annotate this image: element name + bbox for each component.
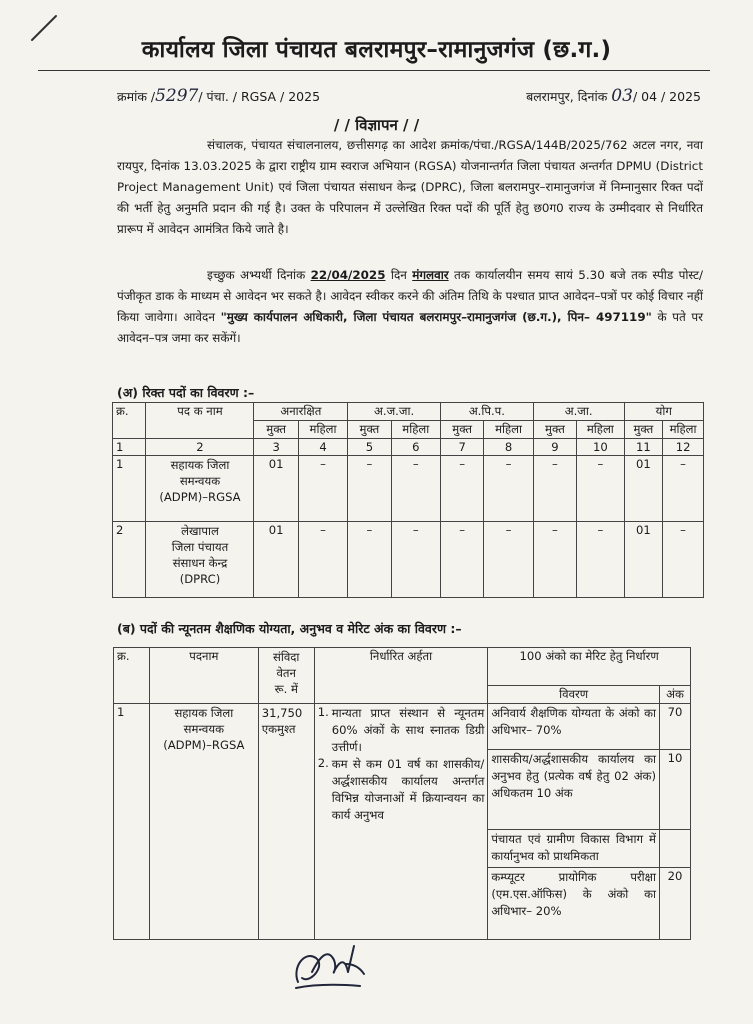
- paragraph-1: संचालक, पंचायत संचालनालय, छत्तीसगढ़ का आदेश क्रमांक/पंचा./RGSA/144B/2025/762 अटल नगर, नवा रायपुर, दिनांक 13.03.2025 के द्वारा राष्ट्रीय ग्राम स्वराज अभियान (RGSA) योजनान्तर्गत जिला पंचायत अन्तर्गत DPMU (District Project Management Unit) एवं जिला पंचायत संसाधन केन्द्र (DPRC), जिला बलरामपुर–रामानुजगंज में निम्नानुसार रिक्त पदों की भर्ती हेतु अनुमति प्रदान की गई है। उक्त के परिपालन में उल्लेखित रिक्त पदों की पूर्ति हेतु छ0ग0 राज्य के उम्मीदवार से निर्धारित प्रारूप में आवेदन आमंत्रित किये जाते है।: [117, 138, 703, 236]
- signature-icon: [290, 938, 370, 994]
- date-day: 03: [611, 86, 633, 106]
- ref-prefix: क्रमांक /: [117, 89, 156, 104]
- col-details: विवरण: [488, 686, 660, 704]
- table-row: 1 सहायक जिला समन्वयक (ADPM)–RGSA 31,750 एकमुश्त 1. मान्यता प्राप्त संस्थान से न्यूनतम 60% अंकों के साथ स्नातक डिग्री उत्तीर्ण। 2. कम से कम 01 वर्ष का शासकीय/अर्द्धशासकीय कार्यालय अन्तर्गत विभिन्न योजनाओं में क्रियान्वयन का कार्य अनुभव अनिवार्य शैक्षणिक योग्यता के अंको का अधिभार– 70% 70: [114, 704, 691, 750]
- date-rest: / 04 / 2025: [632, 89, 701, 104]
- col-sno: क्र.: [113, 403, 146, 439]
- qualification-list: [314, 704, 488, 940]
- col-sno: क्र.: [114, 648, 150, 704]
- col-post: पद क नाम: [146, 403, 254, 439]
- table-row: 2 लेखापाल जिला पंचायत संसाधन केन्द्र (DPRC) 01 – – – – – – – 01 –: [113, 522, 704, 598]
- table-row: पंचायत एवं ग्रामीण विकास विभाग में कार्यानुभव को प्राथमिकता: [114, 830, 691, 868]
- post-name: सहायक जिला समन्वयक (ADPM)–RGSA: [146, 456, 254, 522]
- salary-value: 31,750 एकमुश्त: [258, 704, 314, 940]
- col-st: अ.ज.जा.: [348, 403, 441, 421]
- office-title: कार्यालय जिला पंचायत बलरामपुर–रामानुजगंज (छ.ग.): [141, 37, 612, 63]
- notice-heading: / / विज्ञापन / /: [333, 116, 420, 134]
- post-name: सहायक जिला समन्वयक (ADPM)–RGSA: [149, 704, 258, 940]
- table-row: शासकीय/अर्द्धशासकीय कार्यालय का अनुभव हेतु (प्रत्येक वर्ष हेतु 02 अंक) अधिकतम 10 अंक 10: [114, 750, 691, 830]
- table-row: कम्प्यूटर प्रायोगिक परीक्षा (एम.एस.ऑफिस) के अंको का अधिभार– 20% 20: [114, 868, 691, 940]
- numbering-row: 1 2 3 4 5 6 7 8 9 10 11 12: [113, 439, 704, 456]
- col-obc: अ.पि.प.: [440, 403, 533, 421]
- col-post-name: पदनाम: [149, 648, 258, 704]
- application-address: "मुख्य कार्यपालन अधिकारी, जिला पंचायत बलरामपुर–रामानुजगंज (छ.ग.), पिन– 497119": [220, 310, 652, 324]
- vacancy-table: क्र. पद क नाम अनारक्षित अ.ज.जा. अ.पि.प. अ.जा. योग मुक्त महिला मुक्त महिला मुक्त महिला मुक्त महिला मुक्त महिला 1 2 3 4 5 6 7 8 9 10 11 12 1 सहायक जिला समन्वयक (ADPM)–RGSA 01 – – – – – – – 01 – 2 लेखापाल जिला पंचायत संसाधन केन्द्र (DPRC) 01 – – – – – – – 01 –: [112, 402, 704, 598]
- ref-number: 5297: [155, 86, 199, 106]
- table-row: 1 सहायक जिला समन्वयक (ADPM)–RGSA 01 – – – – – – – 01 –: [113, 456, 704, 522]
- qualification-table: [113, 647, 691, 940]
- list-item: 1. मान्यता प्राप्त संस्थान से न्यूनतम 60% अंकों के साथ स्नातक डिग्री उत्तीर्ण।: [317, 705, 485, 754]
- col-qualification: निर्धारित अर्हता: [314, 648, 488, 704]
- section-a-heading: (अ) रिक्त पदों का विवरण :–: [117, 385, 255, 400]
- list-item: 2. कम से कम 01 वर्ष का शासकीय/अर्द्धशासकीय कार्यालय अन्तर्गत विभिन्न योजनाओं में क्रियान्वयन का कार्य अनुभव: [317, 756, 485, 822]
- col-merit: 100 अंको का मेरिट हेतु निर्धारण: [488, 648, 691, 686]
- col-sc: अ.जा.: [533, 403, 624, 421]
- reference-line: [117, 86, 701, 106]
- last-date: 22/04/2025: [310, 268, 386, 282]
- title-underline: [38, 70, 710, 71]
- col-total: योग: [624, 403, 703, 421]
- col-marks: अंक: [659, 686, 690, 704]
- last-day: मंगलवार: [412, 268, 449, 282]
- ref-suffix: / पंचा. / RGSA / 2025: [198, 89, 321, 104]
- section-b-heading: (ब) पदों की न्यूनतम शैक्षणिक योग्यता, अनुभव व मेरिट अंक का विवरण :–: [117, 621, 462, 636]
- post-name: लेखापाल जिला पंचायत संसाधन केन्द्र (DPRC): [146, 522, 254, 598]
- paragraph-2: इच्छुक अभ्यर्थी दिनांक 22/04/2025 दिन मंगलवार तक कार्यालयीन समय सायं 5.30 बजे तक स्पीड पोस्ट/पंजीकृत डाक के माध्यम से आवेदन भर सकते है। आवेदन स्वीकर करने की अंतिम तिथि के पश्चात प्राप्त आवेदन–पत्रों पर कोई विचार नहीं किया जावेगा। आवेदन "मुख्य कार्यपालन अधिकारी, जिला पंचायत बलरामपुर–रामानुजगंज (छ.ग.), पिन– 497119" के पते पर आवेदन–पत्र जमा कर सकेंगें।: [117, 268, 704, 345]
- col-salary: संविदा वेतन रू. में: [258, 648, 314, 704]
- col-unreserved: अनारक्षित: [254, 403, 348, 421]
- place-date: बलरामपुर, दिनांक 03/ 04 / 2025: [526, 86, 701, 106]
